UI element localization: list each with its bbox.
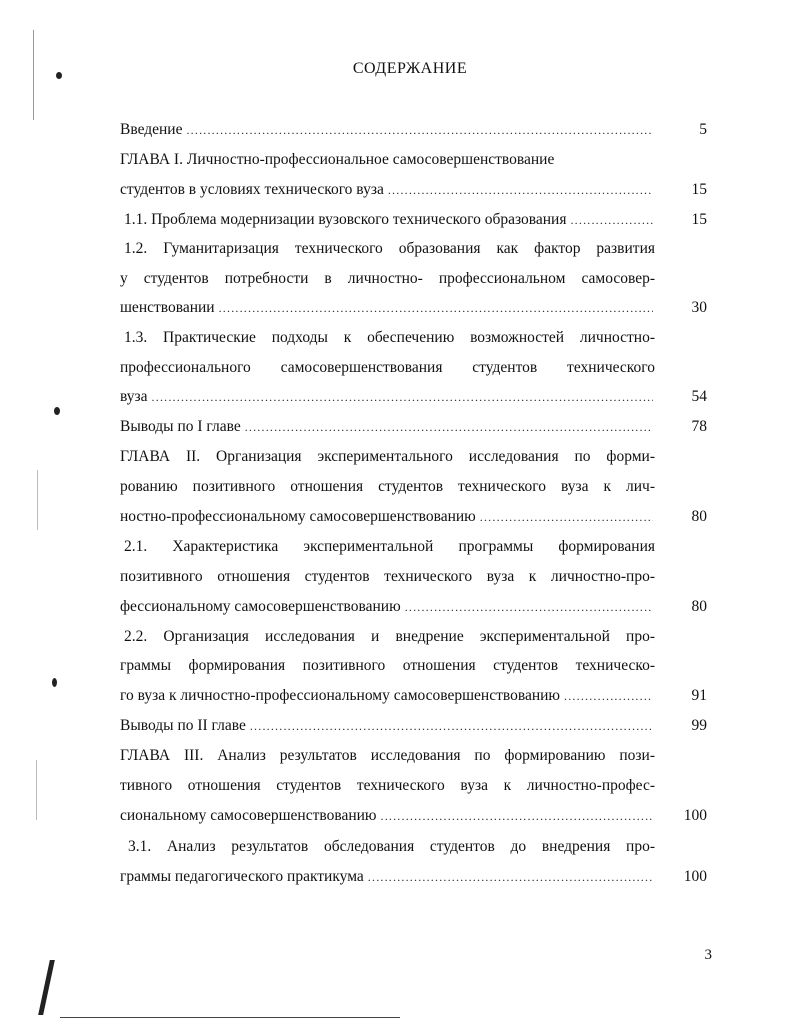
toc-entry-chapter-3[interactable] [120, 745, 655, 767]
dot-leader [245, 416, 653, 438]
dot-leader [388, 179, 653, 201]
toc-entry-text: Выводы по I главе [120, 418, 241, 435]
toc-entry-chapter-2-cont[interactable] [120, 476, 655, 498]
toc-page-number: 5 [699, 121, 707, 138]
page-title: СОДЕРЖАНИЕ [352, 60, 468, 77]
toc-entry-1-2-end[interactable] [120, 297, 655, 319]
toc-entry-2-1-cont[interactable] [120, 566, 655, 588]
toc-entry-text: студентов в условиях технического вуза [120, 181, 384, 198]
scan-mark [52, 678, 57, 687]
toc-entry-text: профессионального самосовершенствования студентов технического [120, 359, 655, 376]
toc-entry-text: го вуза к личностно-профессиональному самосовершенствованию [120, 687, 561, 704]
toc-page-number: 91 [691, 687, 707, 704]
toc-entry-2-1[interactable] [124, 536, 655, 558]
dot-leader [250, 715, 653, 737]
scan-mark [60, 1017, 400, 1018]
toc-entry-3-1-end[interactable] [120, 866, 655, 888]
toc-page-number: 15 [691, 211, 707, 228]
toc-entry-text: 3.1. Анализ результатов обследования студентов до внедрения про- [128, 838, 655, 855]
toc-entry-text: 1.3. Практические подходы к обеспечению возможностей личностно- [124, 329, 655, 346]
toc-entry-text: 2.2. Организация исследования и внедрение экспериментальной про- [124, 628, 655, 645]
toc-entry-text: рованию позитивного отношения студентов технического вуза к лич- [120, 478, 655, 495]
dot-leader [564, 685, 653, 707]
dot-leader [186, 119, 653, 141]
toc-entry-text: тивного отношения студентов технического вуза к личностно-профес- [120, 777, 655, 794]
toc-entry-1-3-cont[interactable] [120, 357, 655, 379]
toc-entry-conclusions-1[interactable] [120, 416, 655, 438]
dot-leader [219, 297, 653, 319]
toc-entry-text: шенствовании [120, 299, 215, 316]
toc-entry-1-1[interactable] [124, 209, 655, 231]
toc-entry-text: ГЛАВА I. Личностно-профессиональное самосовершенствование [120, 151, 555, 168]
toc-entry-2-1-end[interactable] [120, 596, 655, 618]
dot-leader [405, 596, 653, 618]
toc-entry-text: ГЛАВА III. Анализ результатов исследования по формированию пози- [120, 747, 655, 764]
toc-page-number: 100 [683, 807, 707, 824]
toc-entry-1-3-end[interactable] [120, 386, 655, 408]
toc-entry-text: Выводы по II главе [120, 717, 246, 734]
toc-page-number: 99 [691, 717, 707, 734]
toc-entry-introduction[interactable] [120, 119, 655, 141]
toc-entry-2-2-end[interactable] [120, 685, 655, 707]
dot-leader [152, 386, 653, 408]
toc-entry-chapter-2-end[interactable] [120, 506, 655, 528]
dot-leader [381, 805, 654, 827]
toc-entry-text: позитивного отношения студентов технического вуза к личностно-про- [120, 568, 655, 585]
scan-mark [54, 407, 60, 415]
toc-entry-text: граммы формирования позитивного отношения студентов техническо- [120, 657, 655, 674]
toc-entry-text: вуза [120, 388, 148, 405]
toc-entry-text: у студентов потребности в личностно- профессиональном самосовер- [120, 270, 655, 287]
toc-entry-chapter-3-cont[interactable] [120, 775, 655, 797]
scan-mark [33, 30, 34, 120]
toc-page-number: 100 [683, 868, 707, 885]
toc-entry-text: 2.1. Характеристика экспериментальной программы формирования [124, 538, 655, 555]
toc-entry-1-2-cont[interactable] [120, 268, 655, 290]
dot-leader [368, 866, 653, 888]
toc-page-number: 30 [691, 299, 707, 316]
toc-entry-text: Введение [120, 121, 183, 138]
toc-entry-conclusions-2[interactable] [120, 715, 655, 737]
toc-entry-text: 1.2. Гуманитаризация технического образования как фактор развития [124, 240, 655, 257]
toc-entry-text: граммы педагогического практикума [120, 868, 364, 885]
toc-entry-text: ГЛАВА II. Организация экспериментального исследования по форми- [120, 448, 655, 465]
toc-entry-1-2[interactable] [124, 238, 655, 260]
toc-page-number: 54 [691, 388, 707, 405]
dot-leader [480, 506, 653, 528]
toc-entry-2-2[interactable] [124, 626, 655, 648]
scan-mark [36, 760, 37, 820]
toc-page-number: 80 [691, 598, 707, 615]
scan-mark [37, 470, 38, 530]
toc-entry-chapter-2[interactable] [120, 446, 655, 468]
dot-leader [570, 209, 653, 231]
toc-entry-text: ностно-профессиональному самосовершенствованию [120, 508, 476, 525]
toc-entry-text: фессиональному самосовершенствованию [120, 598, 401, 615]
toc-entry-chapter-3-end[interactable] [120, 805, 655, 827]
toc-entry-3-1[interactable] [128, 836, 655, 858]
page-number: 3 [704, 947, 712, 963]
toc-entry-chapter-1-cont[interactable] [120, 179, 655, 201]
toc-page-number: 15 [691, 181, 707, 198]
toc-entry-chapter-1[interactable] [120, 149, 655, 171]
toc-entry-text: сиональному самосовершенствованию [120, 807, 377, 824]
scan-mark [38, 960, 55, 1015]
toc-page-number: 80 [691, 508, 707, 525]
scan-mark [56, 72, 62, 79]
toc-entry-2-2-cont[interactable] [120, 655, 655, 677]
toc-page-number: 78 [691, 418, 707, 435]
toc-entry-text: 1.1. Проблема модернизации вузовского технического образования [124, 211, 567, 228]
toc-entry-1-3[interactable] [124, 327, 655, 349]
